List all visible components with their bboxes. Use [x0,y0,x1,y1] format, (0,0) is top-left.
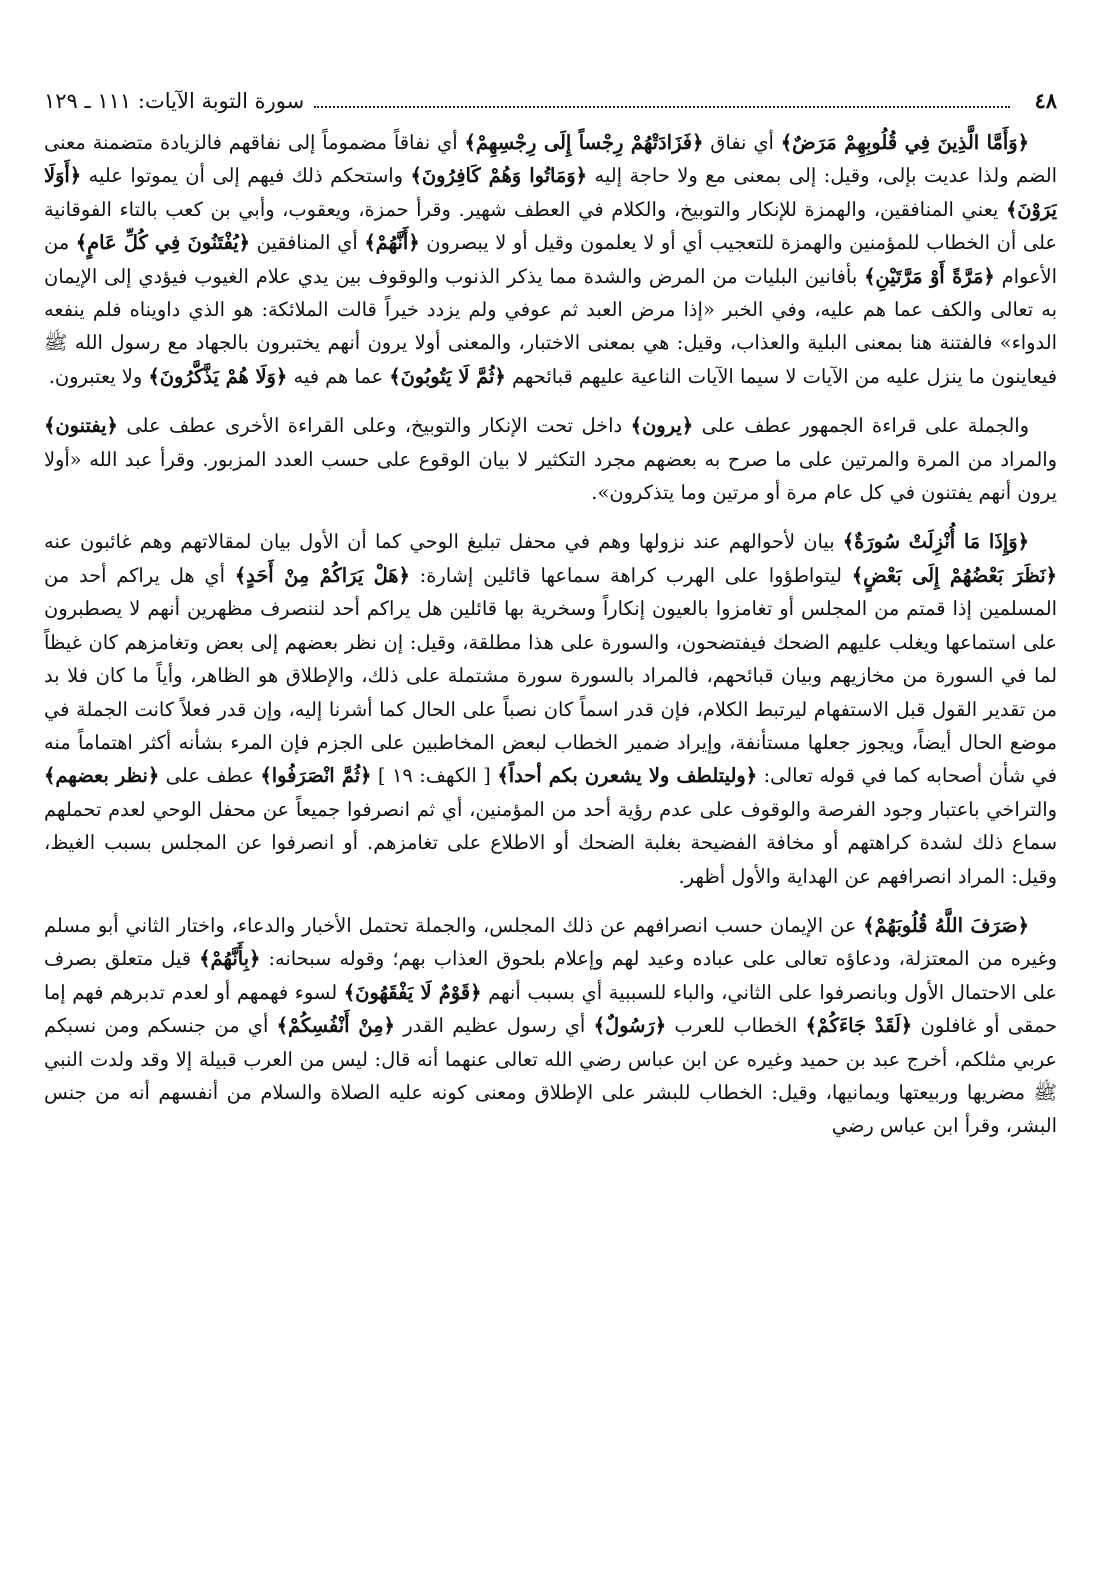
quran-quote: ﴿وَمَاتُوا وَهُمْ كَافِرُونَ﴾ [410,164,588,188]
quran-quote: ﴿بِأَنَّهُمْ﴾ [199,947,261,971]
commentary-text: أي رسول عظيم القدر [394,1014,594,1038]
commentary-text: قيل متعلق بصرف على الاحتمال الأول وبانصرفوا على الثاني، والباء للسببية أي بسبب أنهم [44,947,1057,1004]
commentary-text: أي نفاقاً مضموماً إلى نفاقهم فالزيادة متضمنة معنى الضم ولذا عديت بإلى، وقيل: إلى بمعنى مع ولا حاجة إليه [44,131,1057,188]
quran-quote: ﴿مَرَّةً أَوْ مَرَّتَيْنِ﴾ [864,264,995,288]
commentary-text: والمراد من المرة والمرتين على ما صرح به بعضهم مجرد التكثير لا بيان الوقوع على حسب العدد المزبور. وقرأ عبد الله «أولا يرون أنهم يفتنون في كل عام مرة أو مرتين وما يتذكرون». [44,447,1057,505]
commentary-text: واستحكم ذلك فيهم إلى أن يموتوا عليه [81,164,411,188]
paragraph [44,409,1057,509]
commentary-text: أي نفاق [703,131,781,154]
leader-dots [314,106,1010,108]
quran-quote: ﴿نظر بعضهم﴾ [44,764,160,788]
paragraph [44,909,1057,1143]
quran-quote: ﴿أَوَلَا يَرَوْنَ﴾ [44,164,1057,221]
quran-quote: ﴿ثُمَّ انْصَرَفُوا﴾ [260,764,372,788]
commentary-text: [ الكهف: ١٩ ] [371,764,498,788]
commentary-text: أي هل يراكم أحد من المسلمين إذا قمتم من المجلس أو تغامزوا بالعيون إنكاراً وسخرية بها قائلين هل يراكم أحد لننصرف مظهرين أنهم لا يصطبرون على استماعها ويغلب عليهم الضحك فيفتضحون، والسورة على هذا مطلقة، وقيل: إن نظر بعضهم إلى بعض وتغامزهم كان غيظاً لما في السورة من مخازيهم وبيان قبائحهم، فالمراد بالسورة سورة مشتملة على ذلك، والإطلاق هو الظاهر، وأياً ما كان فلا بد من تقدير القول قبل الاستفهام ليرتبط الكلام، فإن قدر اسماً كان نصباً على الحال كما أشرنا إليه، وإن قدر فعلاً كانت الجملة في موضع الحال أيضاً، ويجوز جعلها مستأنفة، وإيراد ضمير الخطاب لبعض المخاطبين على الجزم فإن المرء بشأنه أكثر اهتماماً منه في شأن أصحابه كما في قوله تعالى: [44,563,1057,788]
paragraph [44,126,1057,393]
quran-quote: ﴿يرون﴾ [630,414,694,438]
commentary-text: والجملة على قراءة الجمهور عطف على [693,414,1029,438]
commentary-text: الخطاب للعرب [666,1014,806,1038]
page-number: ٤٨ [1034,88,1057,113]
commentary-text: داخل تحت الإنكار والتوبيخ، وعلى القراءة الأخرى عطف على [117,414,631,438]
commentary-text: لسوء فهمهم أو لعدم تدبرهم فهم إما حمقى أو غافلون [44,980,1057,1038]
running-header [44,86,1057,116]
quran-quote: ﴿رَسُولٌ﴾ [593,1014,667,1038]
commentary-text: من الأعوام [44,231,1057,288]
quran-quote: ﴿وَأَمَّا الَّذِينَ فِي قُلُوبِهِمْ مَرَضٌ﴾ [780,131,1029,154]
quran-quote: ﴿يفتنون﴾ [44,414,118,438]
sura-title: سورة التوبة الآيات: ١١١ ـ ١٢٩ [44,89,305,113]
commentary-text: عما هم فيه [287,364,390,388]
commentary-body [44,126,1057,1143]
commentary-text: أي المنافقين [250,231,365,255]
document-page [44,86,1057,1556]
commentary-text: عطف على [159,764,261,788]
quran-quote: ﴿فَزَادَتْهُمْ رِجْساً إِلَى رِجْسِهِمْ﴾ [464,131,704,154]
commentary-text: بيان لأحوالهم عند نزولها وهم في محفل تبليغ الوحي كما أن الأول بيان لمقالاتهم وهم غائبون عنه [44,530,843,554]
quran-quote: ﴿وَإِذَا مَا أُنْزِلَتْ سُورَةٌ﴾ [842,530,1030,554]
commentary-text: ولا يعتبرون. [48,364,149,388]
quran-quote: ﴿صَرَفَ اللَّهُ قُلُوبَهُمْ﴾ [863,913,1029,937]
commentary-text: عن الإيمان حسب انصرافهم عن ذلك المجلس، والجملة تحتمل الأخبار والدعاء، واختار الثاني أبو مسلم وغيره من المعتزلة، ودعاؤه تعالى على عباده وعيد لهم وإعلام بلحوق العذاب بهم؛ وقوله سبحانه: [44,913,1057,971]
commentary-text: يعني المنافقين، والهمزة للإنكار والتوبيخ، والكلام في العطف شهير. وقرأ حمزة، ويعقوب، وأبي بن كعب بالتاء الفوقانية على أن الخطاب للمؤمنين والهمزة للتعجيب أي أو لا يعلمون وقيل أو لا يبصرون [44,197,1057,255]
quran-quote: ﴿يُفْتَنُونَ فِي كُلِّ عَامٍ﴾ [75,231,251,255]
quran-quote: ﴿هَلْ يَرَاكُمْ مِنْ أَحَدٍ﴾ [234,563,410,587]
quran-quote: ﴿وليتلطف ولا يشعرن بكم أحداً﴾ [497,764,758,788]
commentary-text: ليتواطؤوا على الهرب كراهة سماعها قائلين إشارة: [409,563,852,587]
commentary-text: بأفانين البليات من المرض والشدة مما يذكر الذنوب والوقوف بين يدي علام الغيوب فيؤدي إلى الإيمان به تعالى والكف عما هم عليه، وفي الخبر «إذا مرض العبد ثم عوفي ولم يزدد خيراً قالت الملائكة: هو الذي داويناه فلم ينفعه الدواء» فالفتنة هنا بمعنى البلية والعذاب، وقيل: هي بمعنى الاختبار، والمعنى أولا يرون أنهم يختبرون بالجهاد مع رسول الله ﷺ فيعاينون ما ينزل عليه من الآيات لا سيما الآيات الناعية عليهم قبائحهم [44,264,1057,388]
commentary-text: والتراخي باعتبار وجود الفرصة والوقوف على عدم رؤية أحد من المؤمنين، أي ثم انصرفوا جميعاً عن محفل الوحي لعدم تحملهم سماع ذلك لشدة كراهتهم أو مخافة الفضيحة بغلبة الضحك أو الاطلاع على تغامزهم. أو انصرفوا عن المجلس بسبب الغيظ، وقيل: المراد انصرافهم عن الهداية والأول أظهر. [44,797,1057,888]
quran-quote: ﴿ثُمَّ لَا يَتُوبُونَ﴾ [389,364,506,388]
quran-quote: ﴿نَظَرَ بَعْضُهُمْ إِلَى بَعْضٍ﴾ [851,563,1057,587]
quran-quote: ﴿مِنْ أَنْفُسِكُمْ﴾ [276,1014,395,1038]
quran-quote: ﴿أَنَّهُمْ﴾ [364,231,420,255]
paragraph [44,525,1057,892]
quran-quote: ﴿قَوْمٌ لَا يَفْقَهُونَ﴾ [343,980,482,1004]
quran-quote: ﴿وَلَا هُمْ يَذَّكَّرُونَ﴾ [148,364,288,388]
quran-quote: ﴿لَقَدْ جَاءَكُمْ﴾ [805,1014,913,1038]
commentary-text: أي من جنسكم ومن نسبكم عربي مثلكم، أخرج عبد بن حميد وغيره عن ابن عباس رضي الله تعالى عنهما أنه قال: ليس من العرب قبيلة إلا وقد ولدت النبي ﷺ مضريها وربيعتها ويمانيها، وقيل: الخطاب للبشر على الإطلاق ومعنى كونه عليه الصلاة والسلام من أنفسهم أنه من جنس البشر، وقرأ ابن عباس رضي [44,1014,1057,1138]
